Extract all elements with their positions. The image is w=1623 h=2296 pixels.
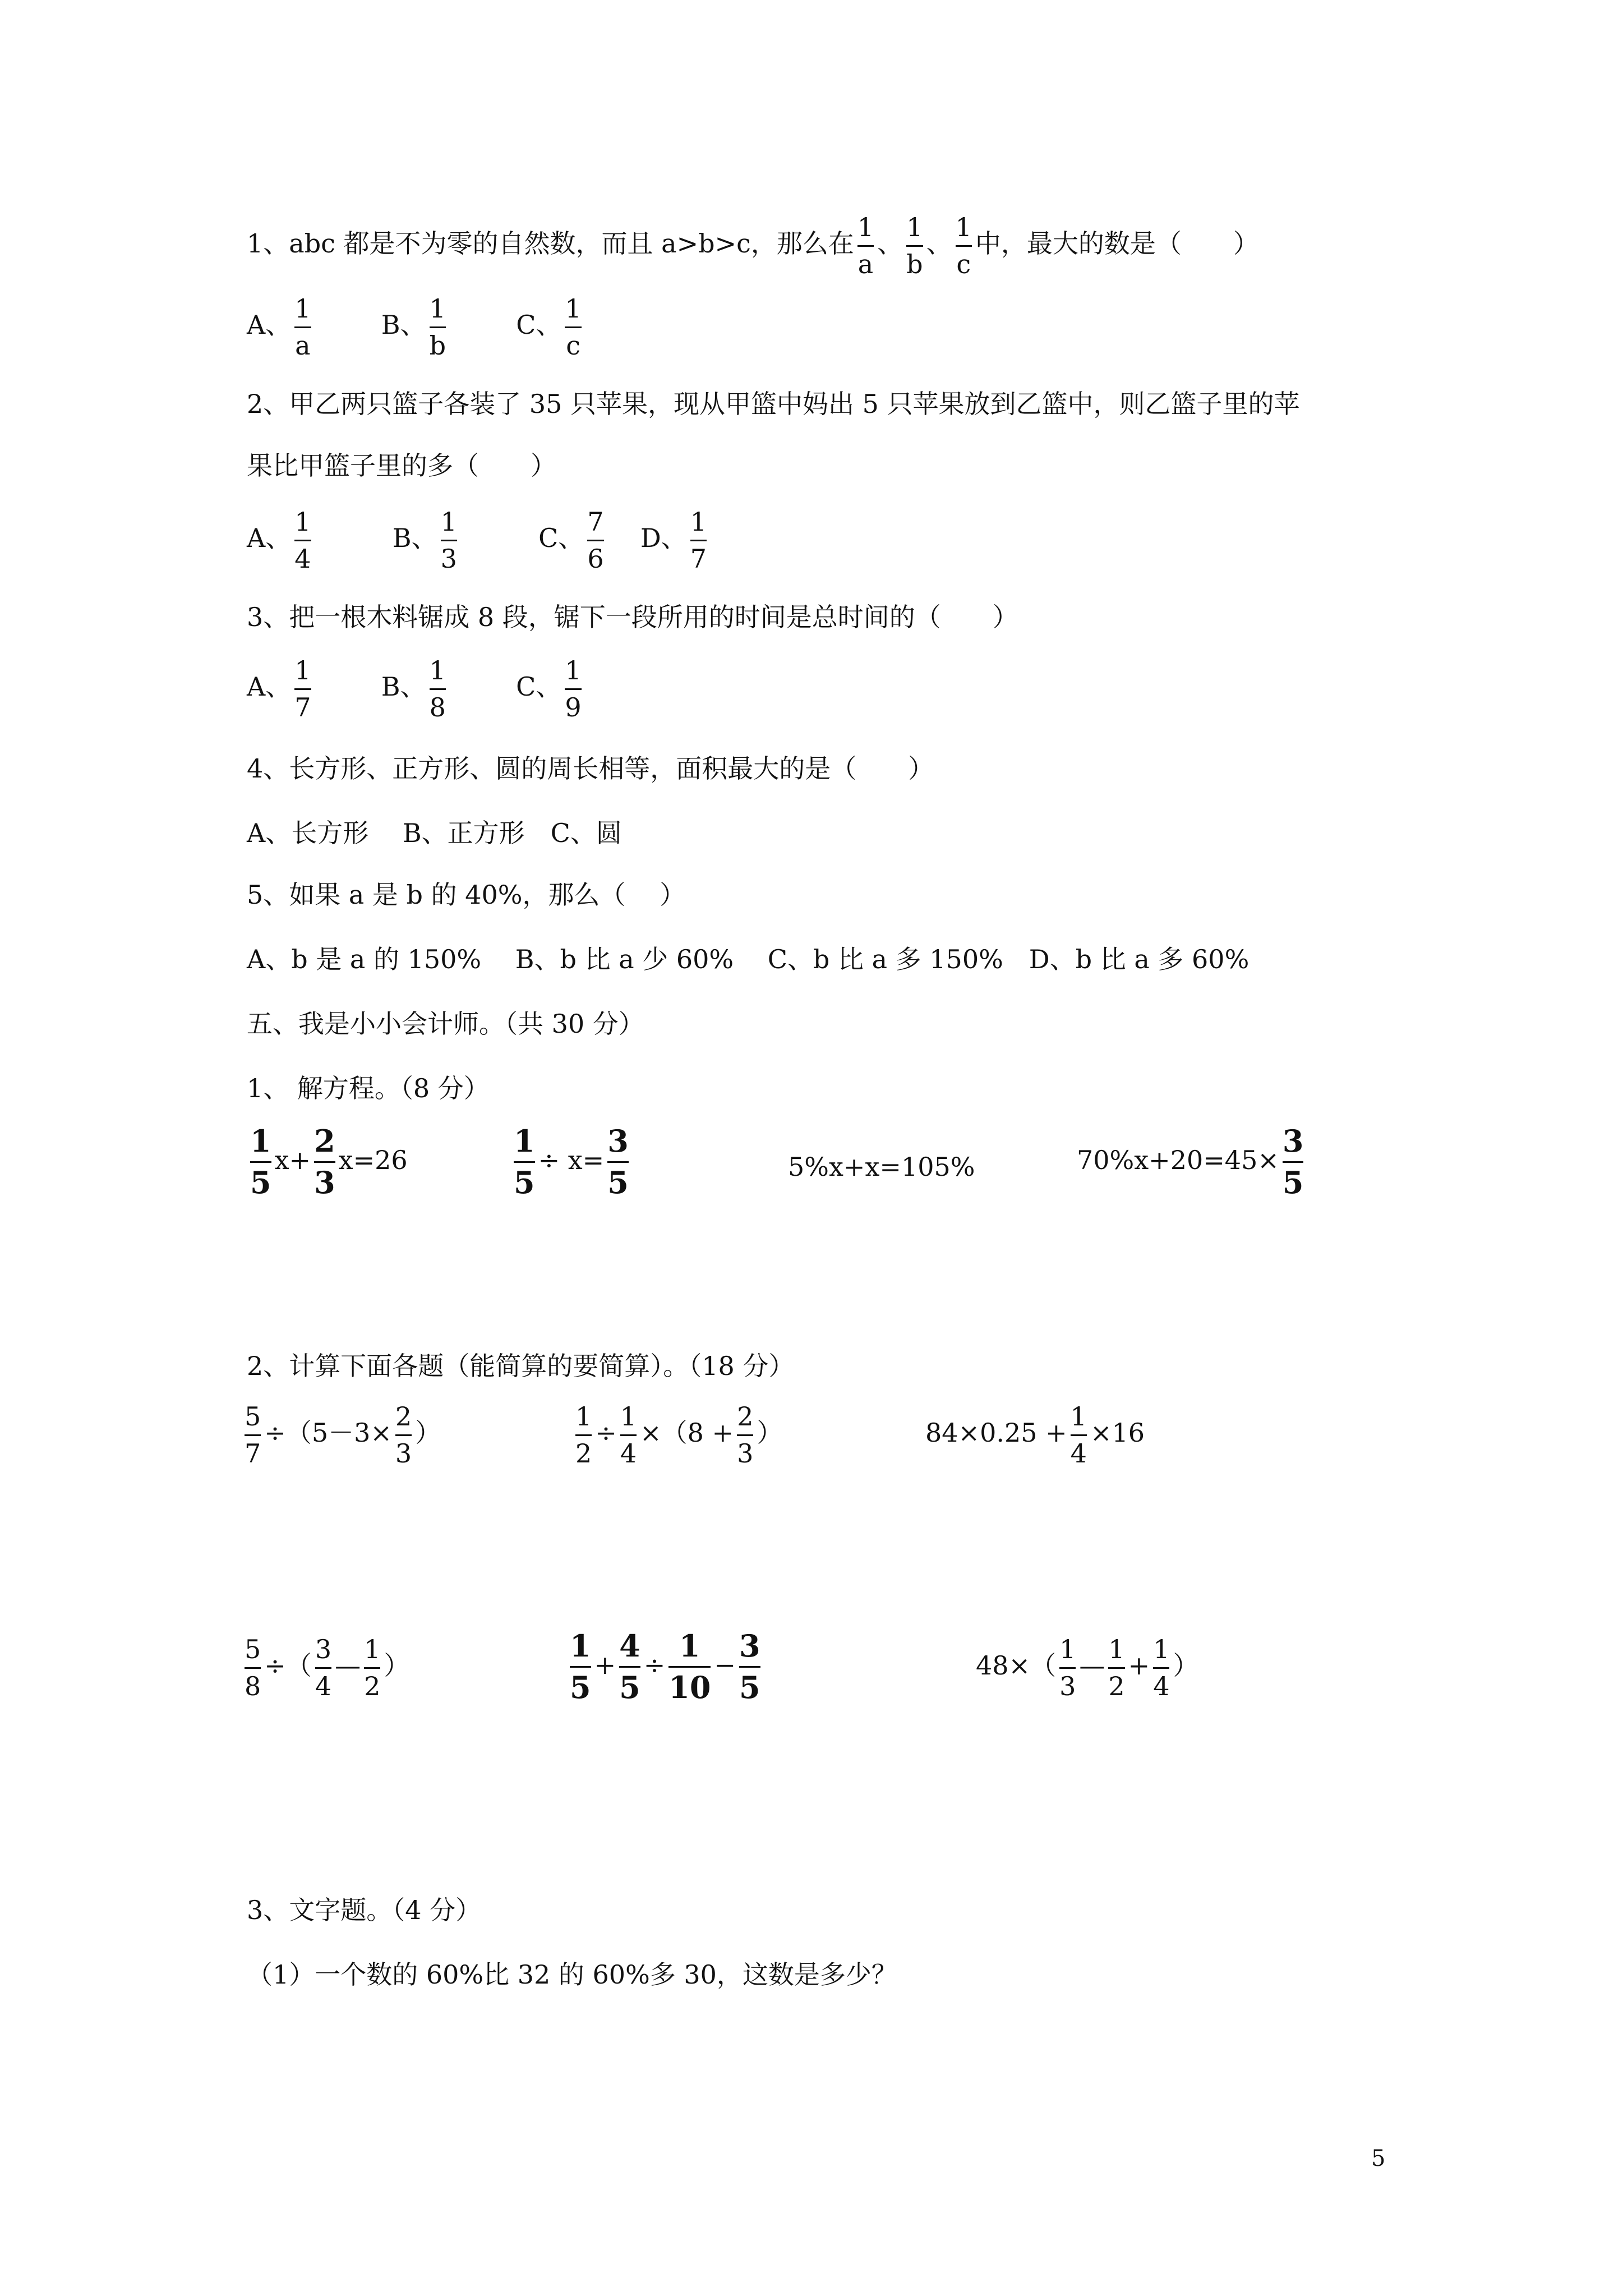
q4-options: A、长方形 B、正方形 C、圆: [247, 818, 622, 848]
fraction: $\frac{1}{10}$: [668, 1628, 711, 1706]
calc-6: [976, 1635, 1198, 1700]
option-label: B、: [381, 671, 426, 702]
fraction: $\frac{3}{4}$: [315, 1634, 332, 1701]
expr-text: ）: [1173, 1650, 1199, 1681]
option-label: A、: [247, 671, 292, 702]
calc-3: [925, 1402, 1145, 1467]
equation-4: [1077, 1125, 1307, 1200]
fraction: $\frac{2}{3}$: [314, 1123, 335, 1201]
fraction: $\frac{5}{7}$: [245, 1401, 261, 1469]
expr-text: —: [335, 1650, 361, 1681]
section-title: 五、我是小小会计师。（共 30 分）: [247, 1009, 644, 1039]
option-label: A、: [247, 523, 292, 554]
calc-4: [241, 1635, 409, 1700]
q3-stem: 3、把一根木料锯成 8 段，锯下一段所用的时间是总时间的（ ）: [247, 602, 1018, 632]
fraction-1-b: $\frac{1}{b}$: [906, 212, 923, 279]
expr-text: 70%x+20=45×: [1077, 1144, 1279, 1175]
equation-2: [510, 1125, 632, 1200]
option-c-fraction: $\frac{7}{6}$: [587, 507, 604, 574]
fraction: $\frac{1}{3}$: [1059, 1634, 1076, 1701]
calc-2: [572, 1402, 782, 1467]
expr-text: 48×（: [976, 1650, 1057, 1681]
option-b-fraction: $\frac{1}{8}$: [429, 655, 446, 723]
option-label: B、: [392, 523, 437, 554]
fraction: $\frac{1}{5}$: [514, 1123, 535, 1201]
fraction: $\frac{1}{2}$: [364, 1634, 381, 1701]
q1-stem-end: 中，最大的数是（ ）: [975, 228, 1259, 259]
option-a-fraction: $\frac{1}{a}$: [294, 293, 311, 361]
fraction: $\frac{5}{8}$: [245, 1634, 261, 1701]
fraction: $\frac{1}{5}$: [570, 1628, 591, 1706]
word-problem-1: （1）一个数的 60%比 32 的 60%多 30，这数是多少？: [247, 1959, 897, 1990]
fraction: $\frac{1}{4}$: [1070, 1401, 1087, 1469]
expr-text: ÷: [595, 1418, 617, 1448]
separator: 、: [877, 228, 903, 259]
expr-text: ）: [415, 1418, 441, 1448]
option-c-fraction: $\frac{1}{c}$: [565, 293, 582, 361]
q1-stem-start: 1、abc 都是不为零的自然数，而且 a>b>c，那么在: [247, 228, 854, 259]
subsection-calculations: 2、计算下面各题（能简算的要简算）。（18 分）: [247, 1351, 795, 1381]
expr-text: x=26: [338, 1144, 408, 1175]
fraction: $\frac{3}{5}$: [607, 1123, 629, 1201]
calc-1: [241, 1402, 441, 1467]
expr-text: ）: [384, 1650, 410, 1681]
question-1: [247, 213, 1259, 278]
expr-text: ÷（: [264, 1650, 312, 1681]
separator: 、: [926, 228, 952, 259]
fraction: $\frac{1}{4}$: [1153, 1634, 1170, 1701]
option-label: B、: [381, 310, 426, 341]
q5-options: A、b 是 a 的 150% B、b 比 a 少 60% C、b 比 a 多 150% D、b 比 a 多 60%: [247, 944, 1249, 974]
expr-text: ÷ x=: [538, 1144, 605, 1175]
expr-text: x+: [274, 1144, 311, 1175]
subsection-equations: 1、 解方程。（8 分）: [247, 1073, 490, 1103]
fraction: $\frac{3}{5}$: [1282, 1123, 1304, 1201]
option-d-fraction: $\frac{1}{7}$: [690, 507, 707, 574]
q5-stem: 5、如果 a 是 b 的 40%，那么（ ）: [247, 880, 686, 910]
option-label: C、: [516, 671, 562, 702]
option-a-fraction: $\frac{1}{7}$: [294, 655, 311, 723]
expr-text: −: [714, 1649, 736, 1680]
calc-5: [566, 1630, 764, 1705]
q2-line-1: 2、甲乙两只篮子各装了 35 只苹果，现从甲篮中妈出 5 只苹果放到乙篮中，则乙篮子里的苹: [247, 389, 1300, 419]
fraction: $\frac{2}{3}$: [737, 1401, 754, 1469]
subsection-word-problems: 3、文字题。（4 分）: [247, 1895, 482, 1925]
expr-text: ×（8 +: [640, 1418, 734, 1448]
option-c-fraction: $\frac{1}{9}$: [565, 655, 582, 723]
fraction: $\frac{1}{2}$: [575, 1401, 592, 1469]
option-label: D、: [640, 523, 687, 554]
fraction: $\frac{4}{5}$: [619, 1628, 640, 1706]
fraction: $\frac{1}{2}$: [1108, 1634, 1125, 1701]
expr-text: ÷（5－3×: [264, 1418, 392, 1448]
equation-1: [247, 1125, 408, 1200]
option-label: A、: [247, 310, 292, 341]
expr-text: —: [1079, 1650, 1105, 1681]
option-b-fraction: $\frac{1}{3}$: [440, 507, 457, 574]
fraction: $\frac{2}{3}$: [395, 1401, 412, 1469]
fraction-1-c: $\frac{1}{c}$: [955, 212, 972, 279]
expr-text: +: [1128, 1650, 1150, 1681]
q3-options: [247, 656, 585, 721]
q2-line-2: 果比甲篮子里的多（ ）: [247, 450, 556, 481]
option-label: C、: [538, 523, 584, 554]
fraction-1-a: $\frac{1}{a}$: [857, 212, 874, 279]
expr-text: 84×0.25 +: [925, 1418, 1067, 1448]
q1-options: [247, 295, 585, 360]
fraction: $\frac{1}{5}$: [250, 1123, 271, 1201]
expr-text: +: [594, 1649, 616, 1680]
fraction: $\frac{1}{4}$: [620, 1401, 637, 1469]
option-b-fraction: $\frac{1}{b}$: [429, 293, 446, 361]
q4-stem: 4、长方形、正方形、圆的周长相等，面积最大的是（ ）: [247, 753, 934, 784]
option-a-fraction: $\frac{1}{4}$: [294, 507, 311, 574]
page-number: 5: [1371, 2146, 1386, 2171]
option-label: C、: [516, 310, 562, 341]
q2-options: [247, 508, 710, 573]
expr-text: ÷: [643, 1649, 666, 1680]
equation-3: 5%x+x=105%: [788, 1152, 975, 1182]
fraction: $\frac{3}{5}$: [739, 1628, 760, 1706]
expr-text: ）: [757, 1418, 783, 1448]
expr-text: ×16: [1090, 1418, 1145, 1448]
